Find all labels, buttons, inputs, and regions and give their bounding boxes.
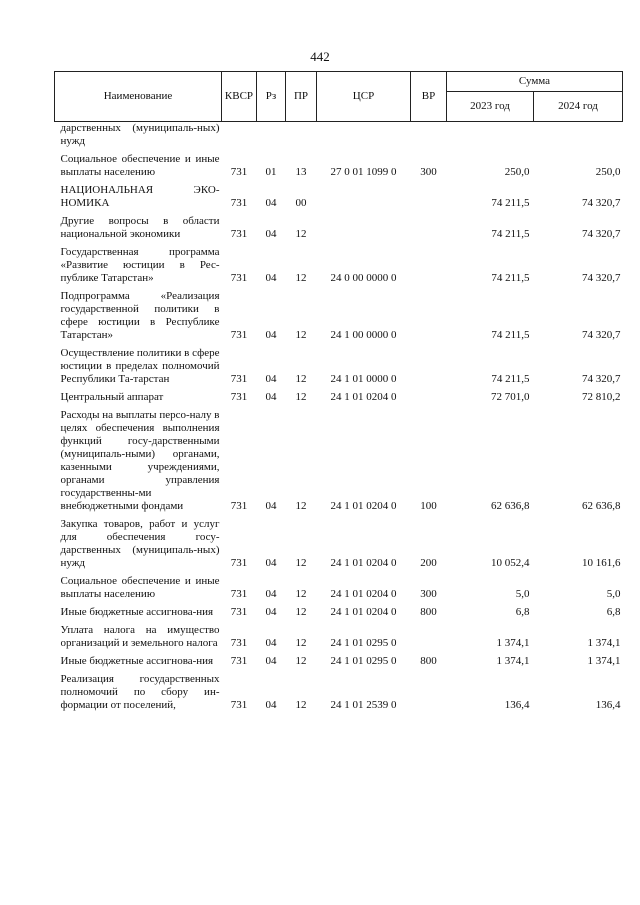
- row-vr: 300: [420, 588, 437, 600]
- row-name: дарственных (муниципаль-ных) нужд: [60, 122, 220, 147]
- row-amount-2024: 10 161,6: [582, 557, 621, 569]
- row-csr: [317, 215, 411, 241]
- row-kvsr: 731: [230, 655, 248, 667]
- row-rz: 04: [265, 637, 277, 649]
- table-row: [55, 518, 623, 570]
- row-kvsr: [222, 122, 257, 149]
- row-pr: 12: [295, 272, 307, 284]
- row-name: Иные бюджетные ассигнова-ния: [60, 606, 214, 618]
- row-name: Осуществление политики в сфере юстиции в пределах полномочий Республики Та-тарстан: [60, 347, 220, 385]
- row-rz: 04: [265, 228, 277, 240]
- row-amount-2024: 62 636,8: [582, 500, 621, 512]
- row-amount-2023: 1 374,1: [496, 655, 530, 667]
- row-csr: [317, 184, 411, 210]
- row-csr: 24 0 00 0000 0: [330, 272, 397, 284]
- row-amount-2024: 5,0: [606, 588, 621, 600]
- row-name: Иные бюджетные ассигнова-ния: [60, 655, 214, 667]
- row-kvsr: 731: [230, 228, 248, 240]
- row-csr: 24 1 01 0204 0: [330, 606, 397, 618]
- row-kvsr: 731: [230, 197, 248, 209]
- row-vr: 300: [420, 166, 437, 178]
- row-csr: 24 1 01 0204 0: [330, 500, 397, 512]
- row-csr: 27 0 01 1099 0: [330, 166, 397, 178]
- row-kvsr: 731: [230, 637, 248, 649]
- row-csr: 24 1 01 0000 0: [330, 373, 397, 385]
- row-amount-2024: 6,8: [606, 606, 621, 618]
- row-kvsr: 731: [230, 699, 248, 711]
- header-name: Наименование: [55, 72, 222, 122]
- row-amount-2024: 74 320,7: [582, 228, 621, 240]
- header-kvsr: КВСР: [222, 72, 257, 122]
- row-amount-2023: [447, 122, 534, 149]
- row-kvsr: 731: [230, 272, 248, 284]
- row-pr: 12: [295, 500, 307, 512]
- row-csr: [317, 122, 411, 149]
- row-kvsr: 731: [230, 391, 248, 403]
- table-row: [55, 391, 623, 404]
- table-row: [55, 655, 623, 668]
- row-csr: 24 1 01 0295 0: [330, 637, 397, 649]
- table-row: [55, 184, 623, 210]
- row-amount-2024: 72 810,2: [582, 391, 621, 403]
- row-csr: 24 1 01 0204 0: [330, 391, 397, 403]
- row-name: Социальное обеспечение и иные выплаты населению: [60, 153, 220, 178]
- row-kvsr: 731: [230, 557, 248, 569]
- header-csr: ЦСР: [317, 72, 411, 122]
- row-amount-2024: 74 320,7: [582, 373, 621, 385]
- row-vr: [411, 122, 447, 149]
- row-rz: 04: [265, 197, 277, 209]
- row-amount-2023: 74 211,5: [491, 197, 530, 209]
- row-amount-2024: 136,4: [595, 699, 621, 711]
- row-pr: [286, 122, 317, 149]
- row-csr: 24 1 01 0204 0: [330, 557, 397, 569]
- row-name: Подпрограмма «Реализация государственной политики в сфере юстиции в Республике Татарстан»: [60, 290, 220, 341]
- row-rz: 04: [265, 699, 277, 711]
- row-pr: 12: [295, 373, 307, 385]
- row-pr: 12: [295, 557, 307, 569]
- row-vr: [411, 347, 447, 386]
- row-rz: 04: [265, 500, 277, 512]
- table-row: [55, 624, 623, 650]
- row-rz: 04: [265, 391, 277, 403]
- table-row: [55, 153, 623, 179]
- row-name: Уплата налога на имущество организаций и земельного налога: [60, 624, 220, 649]
- row-csr: 24 1 01 2539 0: [330, 699, 397, 711]
- row-name: Реализация государственных полномочий по сбору ин-формации от поселений,: [60, 673, 220, 711]
- row-rz: 04: [265, 557, 277, 569]
- row-amount-2023: 10 052,4: [491, 557, 530, 569]
- row-amount-2024: 250,0: [595, 166, 621, 178]
- row-name: Государственная программа «Развитие юстиции в Рес-публике Татарстан»: [60, 246, 220, 284]
- row-vr: [411, 391, 447, 404]
- row-amount-2024: 1 374,1: [587, 655, 621, 667]
- row-kvsr: 731: [230, 329, 248, 341]
- table-row: [55, 673, 623, 712]
- header-pr: ПР: [286, 72, 317, 122]
- row-amount-2023: 74 211,5: [491, 272, 530, 284]
- row-amount-2024: [534, 122, 623, 149]
- row-amount-2023: 136,4: [504, 699, 530, 711]
- table-row: [55, 246, 623, 285]
- row-amount-2024: 74 320,7: [582, 272, 621, 284]
- row-csr: 24 1 00 0000 0: [330, 329, 397, 341]
- table-row: [55, 409, 623, 513]
- row-vr: 800: [420, 655, 437, 667]
- row-vr: [411, 246, 447, 285]
- row-rz: 04: [265, 329, 277, 341]
- row-kvsr: 731: [230, 588, 248, 600]
- row-vr: [411, 184, 447, 210]
- row-rz: [257, 122, 286, 149]
- row-rz: 04: [265, 606, 277, 618]
- row-amount-2023: 72 701,0: [491, 391, 530, 403]
- table-row: [55, 290, 623, 342]
- row-amount-2023: 6,8: [515, 606, 530, 618]
- row-amount-2023: 74 211,5: [491, 228, 530, 240]
- row-kvsr: 731: [230, 373, 248, 385]
- row-name: Другие вопросы в области национальной экономики: [60, 215, 220, 240]
- row-amount-2023: 74 211,5: [491, 329, 530, 341]
- row-name: Центральный аппарат: [60, 391, 164, 403]
- row-vr: [411, 215, 447, 241]
- table-row: [55, 215, 623, 241]
- row-amount-2023: 5,0: [515, 588, 530, 600]
- row-rz: 04: [265, 655, 277, 667]
- row-rz: 04: [265, 272, 277, 284]
- row-amount-2023: 74 211,5: [491, 373, 530, 385]
- row-amount-2023: 250,0: [504, 166, 530, 178]
- row-pr: 12: [295, 655, 307, 667]
- row-vr: 100: [420, 500, 437, 512]
- row-rz: 04: [265, 588, 277, 600]
- header-rz: Рз: [257, 72, 286, 122]
- row-amount-2024: 74 320,7: [582, 197, 621, 209]
- row-pr: 12: [295, 329, 307, 341]
- row-pr: 12: [295, 699, 307, 711]
- row-vr: [411, 673, 447, 712]
- row-kvsr: 731: [230, 166, 248, 178]
- table-row: [55, 575, 623, 601]
- row-name: НАЦИОНАЛЬНАЯ ЭКО-НОМИКА: [60, 184, 220, 209]
- row-kvsr: 731: [230, 606, 248, 618]
- row-pr: 00: [295, 197, 307, 209]
- row-vr: [411, 624, 447, 650]
- row-amount-2024: 74 320,7: [582, 329, 621, 341]
- row-amount-2023: 1 374,1: [496, 637, 530, 649]
- row-rz: 04: [265, 373, 277, 385]
- row-csr: 24 1 01 0295 0: [330, 655, 397, 667]
- row-name: Закупка товаров, работ и услуг для обеспечения госу-дарственных (муниципаль-ных) нужд: [60, 518, 220, 569]
- table-row: [55, 606, 623, 619]
- row-csr: 24 1 01 0204 0: [330, 588, 397, 600]
- row-rz: 01: [265, 166, 277, 178]
- row-pr: 12: [295, 588, 307, 600]
- header-vr: ВР: [411, 72, 447, 122]
- page-number: 442: [310, 49, 330, 64]
- row-pr: 13: [295, 166, 307, 178]
- row-name: Расходы на выплаты персо-налу в целях обеспечения выполнения функций госу-дарственными (муниципаль-ными) органами, казенными учреждениями, органами управления государственны-ми внебюджетными фондами: [60, 409, 220, 512]
- table-row: [55, 347, 623, 386]
- table-body: [55, 122, 623, 713]
- row-pr: 12: [295, 606, 307, 618]
- row-vr: 200: [420, 557, 437, 569]
- row-amount-2023: 62 636,8: [491, 500, 530, 512]
- row-name: Социальное обеспечение и иные выплаты населению: [60, 575, 220, 600]
- header-sum: Сумма: [447, 72, 623, 92]
- row-pr: 12: [295, 391, 307, 403]
- row-vr: 800: [420, 606, 437, 618]
- row-amount-2024: 1 374,1: [587, 637, 621, 649]
- header-year-2024: 2024 год: [534, 92, 623, 122]
- row-pr: 12: [295, 228, 307, 240]
- table-row: [55, 122, 623, 149]
- header-year-2023: 2023 год: [447, 92, 534, 122]
- row-vr: [411, 290, 447, 342]
- budget-table: [54, 71, 623, 712]
- row-pr: 12: [295, 637, 307, 649]
- row-kvsr: 731: [230, 500, 248, 512]
